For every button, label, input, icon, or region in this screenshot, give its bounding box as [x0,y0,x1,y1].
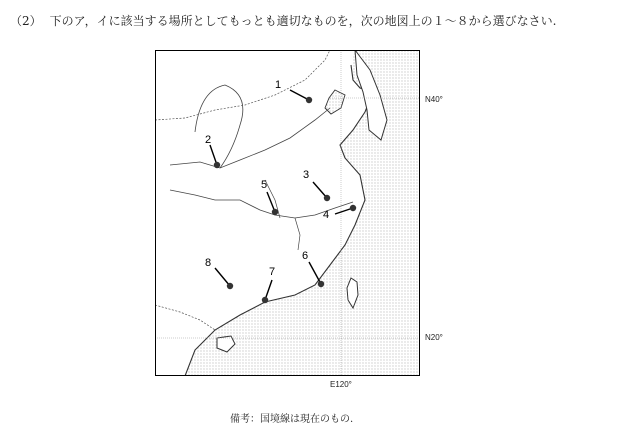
marker-5 [261,179,278,215]
marker-7-label: 7 [269,266,276,278]
marker-6-label: 6 [302,250,309,262]
question-number: （2） [10,14,42,28]
question-body: 下のア，イに該当する場所としてもっとも適切なものを，次の地図上の１～８から選びなさい. [49,14,557,28]
river-branch [265,180,300,250]
marker-3-label: 3 [303,169,310,181]
marker-6 [302,250,324,287]
latitude-20-label: N20° [425,333,443,342]
question-text [10,12,557,29]
map-svg [155,50,420,376]
marker-8-label: 8 [205,257,212,269]
marker-1 [275,79,312,103]
latitude-40-label: N40° [425,95,443,104]
map [155,50,420,380]
map-note: 備考：国境線は現在のもの. [230,414,354,425]
marker-4 [323,205,356,221]
marker-2-label: 2 [205,134,212,146]
border-line-south [155,305,215,330]
marker-1-label: 1 [275,79,282,91]
bohai-gulf [325,90,345,114]
marker-4-label: 4 [323,209,330,221]
marker-5-label: 5 [261,179,268,191]
marker-8 [205,257,233,289]
marker-3 [303,169,330,201]
marker-7 [262,266,275,303]
marker-2 [205,134,220,168]
longitude-120-label: E120° [330,380,352,389]
yellow-river [170,85,330,168]
